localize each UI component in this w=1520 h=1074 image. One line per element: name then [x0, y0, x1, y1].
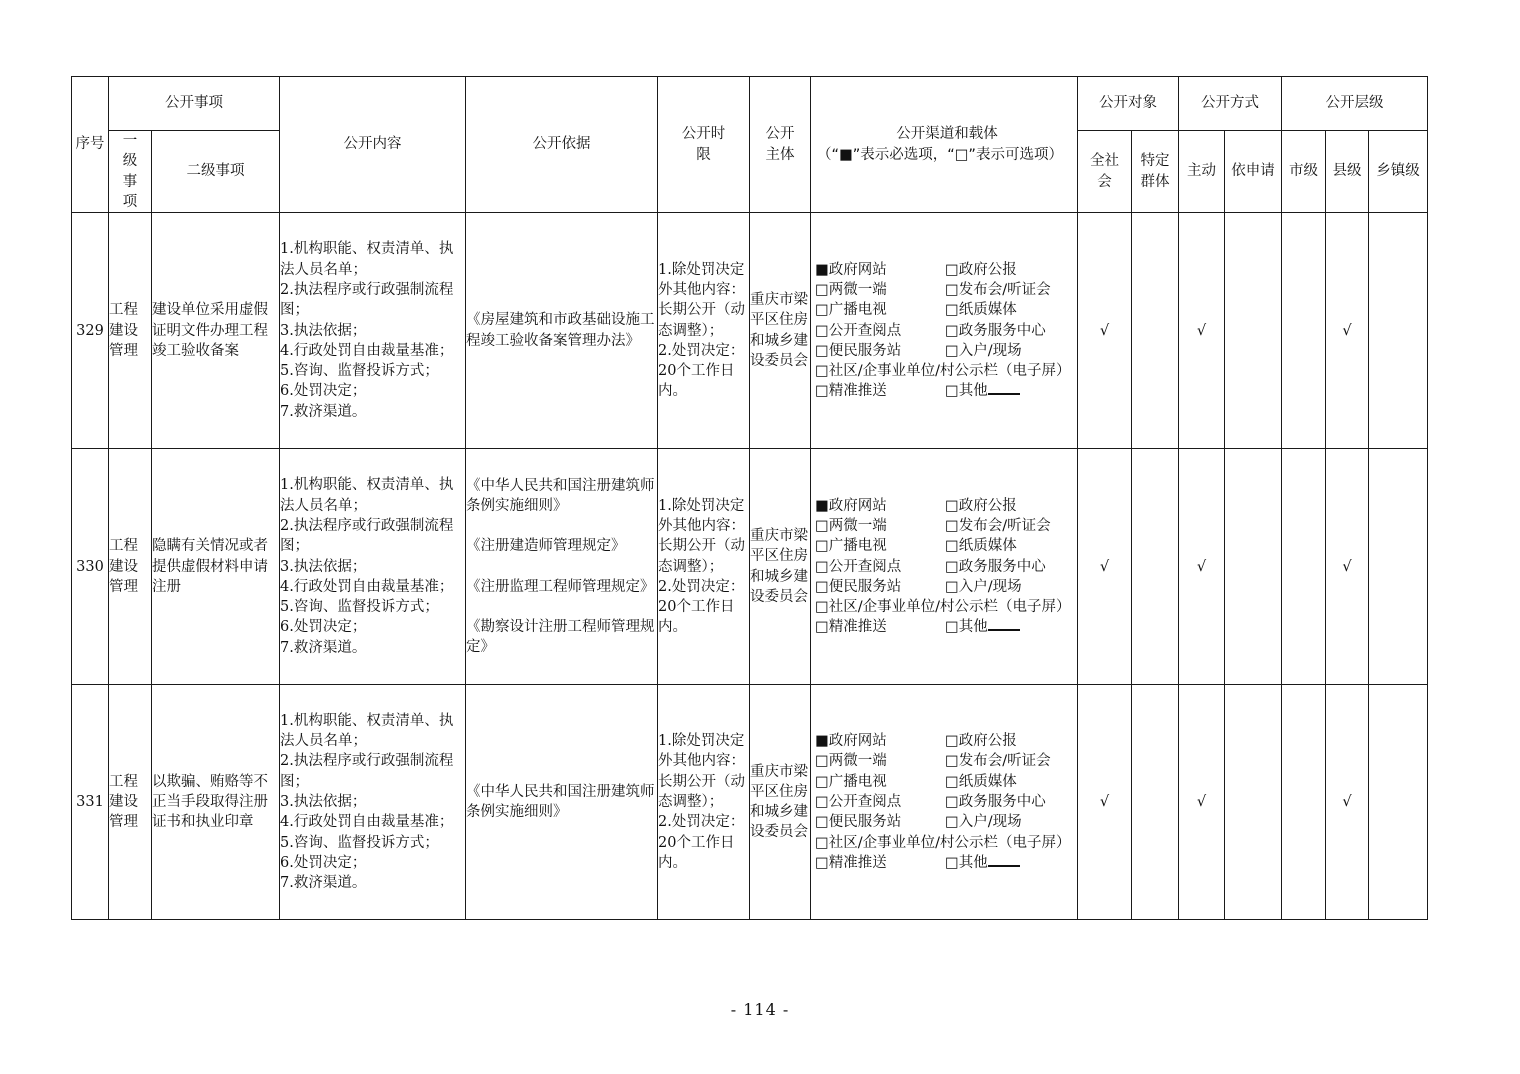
header-mode: 公开方式	[1179, 77, 1282, 131]
header-subject: 公开主体	[750, 77, 811, 213]
channel-option: □入户/现场	[945, 814, 1022, 831]
content-line: 3.执法依据；	[280, 794, 367, 811]
row-seq: 330	[72, 449, 109, 685]
row-subject: 重庆市梁平区住房和城乡建设委员会	[750, 213, 811, 449]
row-deadline	[658, 213, 750, 449]
table-row	[72, 449, 1428, 685]
channel-option: □纸质媒体	[945, 538, 1017, 555]
header-basis: 公开依据	[466, 77, 658, 213]
row-l2: 隐瞒有关情况或者提供虚假材料申请注册	[152, 449, 280, 685]
channel-option: □政府公报	[945, 733, 1017, 750]
content-line: 2.执法程序或行政强制流程图；	[280, 281, 454, 319]
mode-request-mark	[1225, 685, 1282, 920]
header-level-town: 乡镇级	[1369, 131, 1428, 213]
level-city-mark	[1282, 449, 1326, 685]
channel-option: □精准推送	[815, 854, 887, 871]
content-line: 3.执法依据；	[280, 322, 367, 339]
channel-option: □政务服务中心	[945, 794, 1046, 811]
header-item-l1: 一级事项	[109, 131, 152, 213]
row-deadline	[658, 685, 750, 920]
content-line: 5.咨询、监督投诉方式；	[280, 363, 439, 380]
header-deadline: 公开时限	[658, 77, 750, 213]
channel-option: □入户/现场	[945, 578, 1022, 595]
basis-law: 《勘察设计注册工程师管理规定》	[466, 618, 655, 656]
channel-option: □政务服务中心	[945, 322, 1046, 339]
disclosure-table	[71, 76, 1428, 920]
deadline-line: 2.处罚决定：20个工作日内。	[658, 814, 745, 871]
target-all-mark: √	[1078, 213, 1132, 449]
level-county-mark: √	[1326, 685, 1369, 920]
basis-law: 《注册监理工程师管理规定》	[466, 578, 655, 595]
header-channel	[811, 77, 1078, 213]
row-channels	[811, 449, 1078, 685]
deadline-line: 1.除处罚决定外其他内容：长期公开（动态调整）；	[658, 261, 745, 339]
row-deadline	[658, 449, 750, 685]
channel-other	[945, 381, 1077, 401]
channel-option: □社区/企事业单位/村公示栏（电子屏）	[815, 599, 1071, 616]
channel-option: □社区/企事业单位/村公示栏（电子屏）	[815, 363, 1071, 380]
header-target-all: 全社会	[1078, 131, 1132, 213]
blank-underline	[988, 381, 1020, 395]
channel-option: ■政府网站	[815, 733, 887, 750]
channel-option: □公开查阅点	[815, 322, 902, 339]
content-line: 2.执法程序或行政强制流程图；	[280, 753, 454, 790]
channel-option: □广播电视	[815, 773, 887, 790]
mode-active-mark: √	[1179, 213, 1225, 449]
header-target-specific: 特定群体	[1132, 131, 1179, 213]
channel-option: □入户/现场	[945, 342, 1022, 359]
level-county-mark: √	[1326, 449, 1369, 685]
deadline-line: 2.处罚决定：20个工作日内。	[658, 342, 745, 400]
channel-option: □便民服务站	[815, 578, 902, 595]
header-seq: 序号	[72, 77, 109, 213]
header-content: 公开内容	[280, 77, 466, 213]
row-content	[280, 213, 466, 449]
header-level-city: 市级	[1282, 131, 1326, 213]
channel-option: □政府公报	[945, 261, 1017, 278]
header-channel-title: 公开渠道和载体	[896, 126, 998, 143]
channel-option: □公开查阅点	[815, 558, 902, 575]
content-line: 5.咨询、监督投诉方式；	[280, 834, 439, 851]
channel-option: □其他	[945, 619, 988, 636]
row-l1: 工程建设管理	[109, 685, 152, 920]
channel-option: □广播电视	[815, 538, 887, 555]
target-specific-mark	[1132, 213, 1179, 449]
content-line: 3.执法依据；	[280, 558, 367, 575]
header-mode-active: 主动	[1179, 131, 1225, 213]
basis-law: 《中华人民共和国注册建筑师条例实施细则》	[466, 477, 655, 515]
content-line: 7.救济渠道。	[280, 639, 367, 656]
channel-other	[945, 617, 1077, 637]
header-row-1	[72, 77, 1428, 131]
content-line: 7.救济渠道。	[280, 875, 367, 892]
row-content	[280, 449, 466, 685]
mode-active-mark: √	[1179, 449, 1225, 685]
channel-option: □政务服务中心	[945, 558, 1046, 575]
content-line: 7.救济渠道。	[280, 403, 367, 420]
content-line: 5.咨询、监督投诉方式；	[280, 599, 439, 616]
basis-law: 《房屋建筑和市政基础设施工程竣工验收备案管理办法》	[466, 312, 655, 349]
channel-option: □发布会/听证会	[945, 517, 1051, 534]
level-county-mark: √	[1326, 213, 1369, 449]
row-channels	[811, 685, 1078, 920]
target-all-mark: √	[1078, 685, 1132, 920]
row-subject: 重庆市梁平区住房和城乡建设委员会	[750, 685, 811, 920]
channel-option: □其他	[945, 383, 988, 400]
target-all-mark: √	[1078, 449, 1132, 685]
row-content	[280, 685, 466, 920]
channel-option: □广播电视	[815, 302, 887, 319]
content-line: 4.行政处罚自由裁量基准；	[280, 814, 454, 831]
table-row	[72, 213, 1428, 449]
mode-request-mark	[1225, 213, 1282, 449]
header-item-l2: 二级事项	[152, 131, 280, 213]
row-channels	[811, 213, 1078, 449]
channel-option: □两微一端	[815, 753, 887, 770]
channel-option: □政府公报	[945, 497, 1017, 514]
channel-option: □纸质媒体	[945, 302, 1017, 319]
content-line: 6.处罚决定；	[280, 619, 367, 636]
channel-option: ■政府网站	[815, 497, 887, 514]
channel-option: □两微一端	[815, 517, 887, 534]
content-line: 4.行政处罚自由裁量基准；	[280, 342, 454, 359]
channel-option: □纸质媒体	[945, 773, 1017, 790]
row-seq: 331	[72, 685, 109, 920]
target-specific-mark	[1132, 685, 1179, 920]
channel-other	[945, 853, 1077, 873]
channel-option: □便民服务站	[815, 342, 902, 359]
content-line: 2.执法程序或行政强制流程图；	[280, 517, 454, 555]
content-line: 1.机构职能、权责清单、执法人员名单；	[280, 477, 454, 514]
channel-option: □公开查阅点	[815, 794, 902, 811]
row-basis	[466, 213, 658, 449]
deadline-line: 2.处罚决定：20个工作日内。	[658, 578, 745, 636]
row-l1: 工程建设管理	[109, 213, 152, 449]
level-city-mark	[1282, 213, 1326, 449]
channel-option: □便民服务站	[815, 814, 902, 831]
level-town-mark	[1369, 685, 1428, 920]
row-l2: 以欺骗、贿赂等不正当手段取得注册证书和执业印章	[152, 685, 280, 920]
header-target: 公开对象	[1078, 77, 1179, 131]
channel-option: □精准推送	[815, 619, 887, 636]
blank-underline	[988, 853, 1020, 867]
channel-option: □两微一端	[815, 281, 887, 298]
page-number: - 114 -	[730, 1000, 790, 1019]
channel-option: ■政府网站	[815, 261, 887, 278]
target-specific-mark	[1132, 449, 1179, 685]
level-town-mark	[1369, 449, 1428, 685]
level-town-mark	[1369, 213, 1428, 449]
header-level: 公开层级	[1282, 77, 1428, 131]
row-l2: 建设单位采用虚假证明文件办理工程竣工验收备案	[152, 213, 280, 449]
row-subject: 重庆市梁平区住房和城乡建设委员会	[750, 449, 811, 685]
content-line: 1.机构职能、权责清单、执法人员名单；	[280, 712, 454, 750]
row-basis	[466, 685, 658, 920]
row-l1: 工程建设管理	[109, 449, 152, 685]
header-channel-note: （“■”表示必选项，“□”表示可选项）	[817, 146, 1063, 163]
channel-option: □其他	[945, 854, 988, 871]
deadline-line: 1.除处罚决定外其他内容：长期公开（动态调整）；	[658, 497, 745, 575]
channel-option: □发布会/听证会	[945, 753, 1051, 770]
header-level-county: 县级	[1326, 131, 1369, 213]
mode-active-mark: √	[1179, 685, 1225, 920]
content-line: 6.处罚决定；	[280, 383, 367, 400]
row-basis	[466, 449, 658, 685]
channel-option: □社区/企事业单位/村公示栏（电子屏）	[815, 834, 1071, 851]
basis-law: 《中华人民共和国注册建筑师条例实施细则》	[466, 783, 655, 821]
channel-option: □精准推送	[815, 383, 887, 400]
channel-option: □发布会/听证会	[945, 281, 1051, 298]
table-row	[72, 685, 1428, 920]
content-line: 6.处罚决定；	[280, 854, 367, 871]
level-city-mark	[1282, 685, 1326, 920]
blank-underline	[988, 617, 1020, 631]
header-mode-request: 依申请	[1225, 131, 1282, 213]
basis-law: 《注册建造师管理规定》	[466, 538, 626, 555]
row-seq: 329	[72, 213, 109, 449]
mode-request-mark	[1225, 449, 1282, 685]
header-item: 公开事项	[109, 77, 280, 131]
content-line: 4.行政处罚自由裁量基准；	[280, 578, 454, 595]
deadline-line: 1.除处罚决定外其他内容：长期公开（动态调整）；	[658, 733, 745, 811]
content-line: 1.机构职能、权责清单、执法人员名单；	[280, 241, 454, 278]
